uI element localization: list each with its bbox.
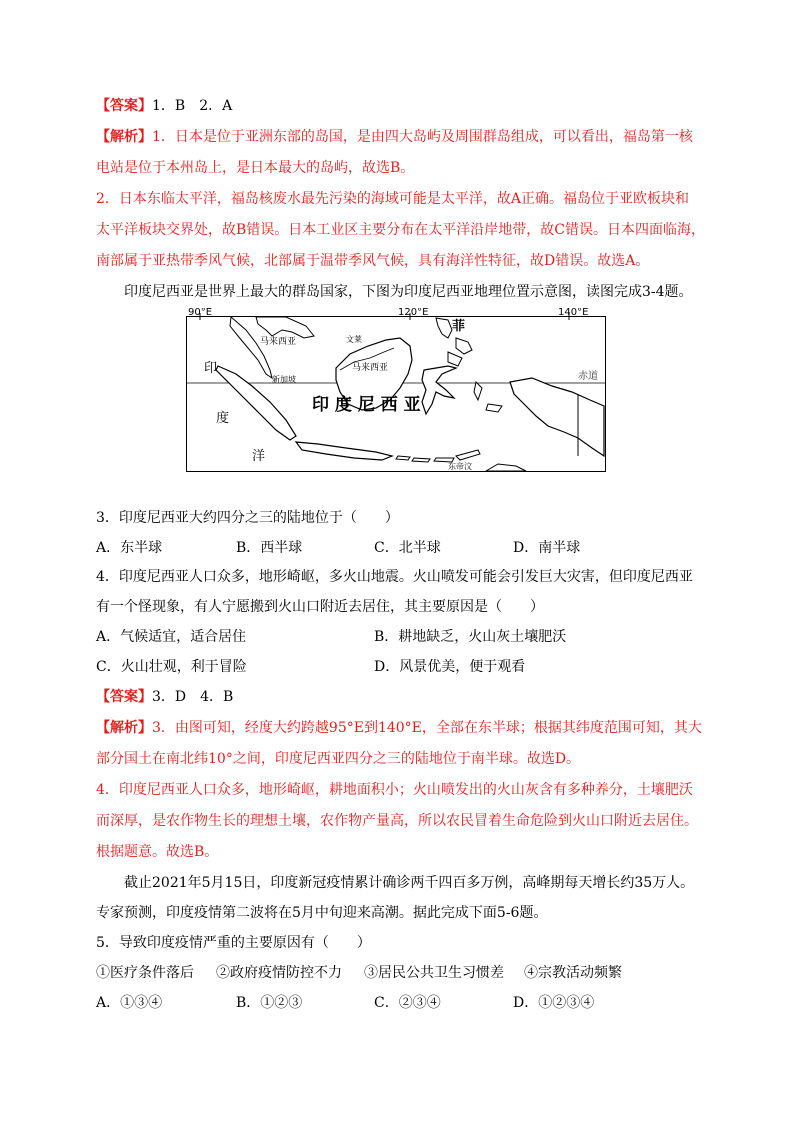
- q5-item: ②政府疫情防控不力: [216, 965, 342, 981]
- analysis-line: [96, 127, 693, 147]
- q4-stem: 4．印度尼西亚人口众多，地形崎岖，多火山地震。火山喷发可能会引发巨大灾害，但印度尼西亚: [96, 569, 693, 585]
- analysis-text: 3．由图可知，经度大约跨越95°E到140°E，全部在东半球；根据其纬度范围可知，其大: [152, 720, 702, 736]
- analysis-line: 电站是位于本州岛上，是日本最大的岛屿，故选B。: [96, 160, 415, 176]
- answer-line-1-2: [96, 96, 232, 116]
- intro-5-6: 专家预测，印度疫情第二波将在5月中旬迎来高潮。据此完成下面5-6题。: [96, 905, 548, 921]
- answer-tag: 【答案】: [96, 689, 152, 705]
- malaysia-west-label: 马来西亚: [260, 337, 297, 347]
- ocean-label: 印: [204, 361, 218, 376]
- analysis-line: 而深厚，是农作物生长的理想土壤，农作物产量高，所以农民冒着生命危险到火山口附近去居住。: [96, 813, 698, 829]
- q5-stem: 5．导致印度疫情严重的主要原因有（ ）: [96, 935, 371, 951]
- q5-option-b[interactable]: B．①②③: [236, 995, 303, 1011]
- analysis-line: 部分国土在南北纬10°之间，印度尼西亚四分之三的陆地位于南半球。故选D。: [96, 751, 581, 767]
- ocean-label: 度: [216, 411, 230, 426]
- answer-tag: 【答案】: [96, 98, 152, 114]
- analysis-tag: 【解析】: [96, 129, 152, 145]
- analysis-line: 2．日本东临太平洋，福岛核废水最先污染的海域可能是太平洋，故A正确。福岛位于亚欧板块和: [96, 191, 690, 207]
- analysis-line: 根据题意。故选B。: [96, 844, 219, 860]
- q5-item: ④宗教活动频繁: [524, 965, 622, 981]
- q4-stem: 有一个怪现象，有人宁愿搬到火山口附近去居住，其主要原因是（ ）: [96, 599, 544, 615]
- q5-option-d[interactable]: D．①②③④: [513, 995, 595, 1011]
- lon-label: 140°E: [558, 308, 589, 318]
- q3-option-d[interactable]: D．南半球: [513, 540, 581, 556]
- analysis-line: [96, 718, 702, 738]
- q4-option-c[interactable]: C．火山壮观，利于冒险: [96, 659, 247, 675]
- singapore-label: 新加坡: [272, 375, 296, 384]
- q4-option-d[interactable]: D．风景优美，便于观看: [374, 659, 526, 675]
- analysis-line: 南部属于亚热带季风气候，北部属于温带季风气候，具有海洋性特征，故D错误。故选A。: [96, 253, 650, 269]
- ocean-label: 洋: [252, 449, 266, 464]
- brunei-label: 文莱: [346, 335, 362, 344]
- answer-text: 3．D 4．B: [152, 689, 234, 705]
- analysis-line: 太平洋板块交界处，故B错误。日本工业区主要分布在太平洋沿岸地带，故C错误。日本四面临海，: [96, 222, 705, 238]
- q5-item: ③居民公共卫生习惯差: [364, 965, 504, 981]
- timor-label: 东帝汶: [448, 462, 472, 471]
- q5-option-c[interactable]: C．②③④: [374, 995, 441, 1011]
- q4-option-a[interactable]: A．气候适宜，适合居住: [96, 629, 247, 645]
- q3-option-c[interactable]: C．北半球: [374, 540, 441, 556]
- lon-label: 90°E: [188, 308, 213, 318]
- country-label: 印 度 尼 西 亚: [312, 395, 421, 415]
- malaysia-east-label: 马来西亚: [352, 363, 389, 373]
- equator-label: 赤道: [578, 371, 598, 382]
- analysis-text: 1．日本是位于亚洲东部的岛国，是由四大岛屿及周围群岛组成，可以看出，福岛第一核: [152, 129, 693, 145]
- answer-text: 1．B 2．A: [152, 98, 233, 114]
- analysis-line: 4．印度尼西亚人口众多，地形崎岖，耕地面积小；火山喷发出的火山灰含有多种养分，土壤肥沃: [96, 782, 693, 798]
- indonesia-map: [186, 308, 606, 472]
- q5-option-a[interactable]: A．①③④: [96, 995, 163, 1011]
- q5-item: ①医疗条件落后: [96, 965, 194, 981]
- q4-option-b[interactable]: B．耕地缺乏，火山灰土壤肥沃: [374, 629, 567, 645]
- intro-3-4: 印度尼西亚是世界上最大的群岛国家，下图为印度尼西亚地理位置示意图，读图完成3-4题。: [124, 284, 693, 300]
- analysis-tag: 【解析】: [96, 720, 152, 736]
- answer-line-3-4: [96, 687, 233, 707]
- lon-label: 120°E: [398, 308, 429, 318]
- q3-option-b[interactable]: B．西半球: [236, 540, 303, 556]
- q3-stem: 3．印度尼西亚大约四分之三的陆地位于（ ）: [96, 510, 399, 526]
- q3-option-a[interactable]: A．东半球: [96, 540, 163, 556]
- intro-5-6: 截止2021年5月15日，印度新冠疫情累计确诊两千四百多万例，高峰期每天增长约35万人。: [124, 875, 695, 891]
- philippines-label: 菲: [452, 319, 466, 334]
